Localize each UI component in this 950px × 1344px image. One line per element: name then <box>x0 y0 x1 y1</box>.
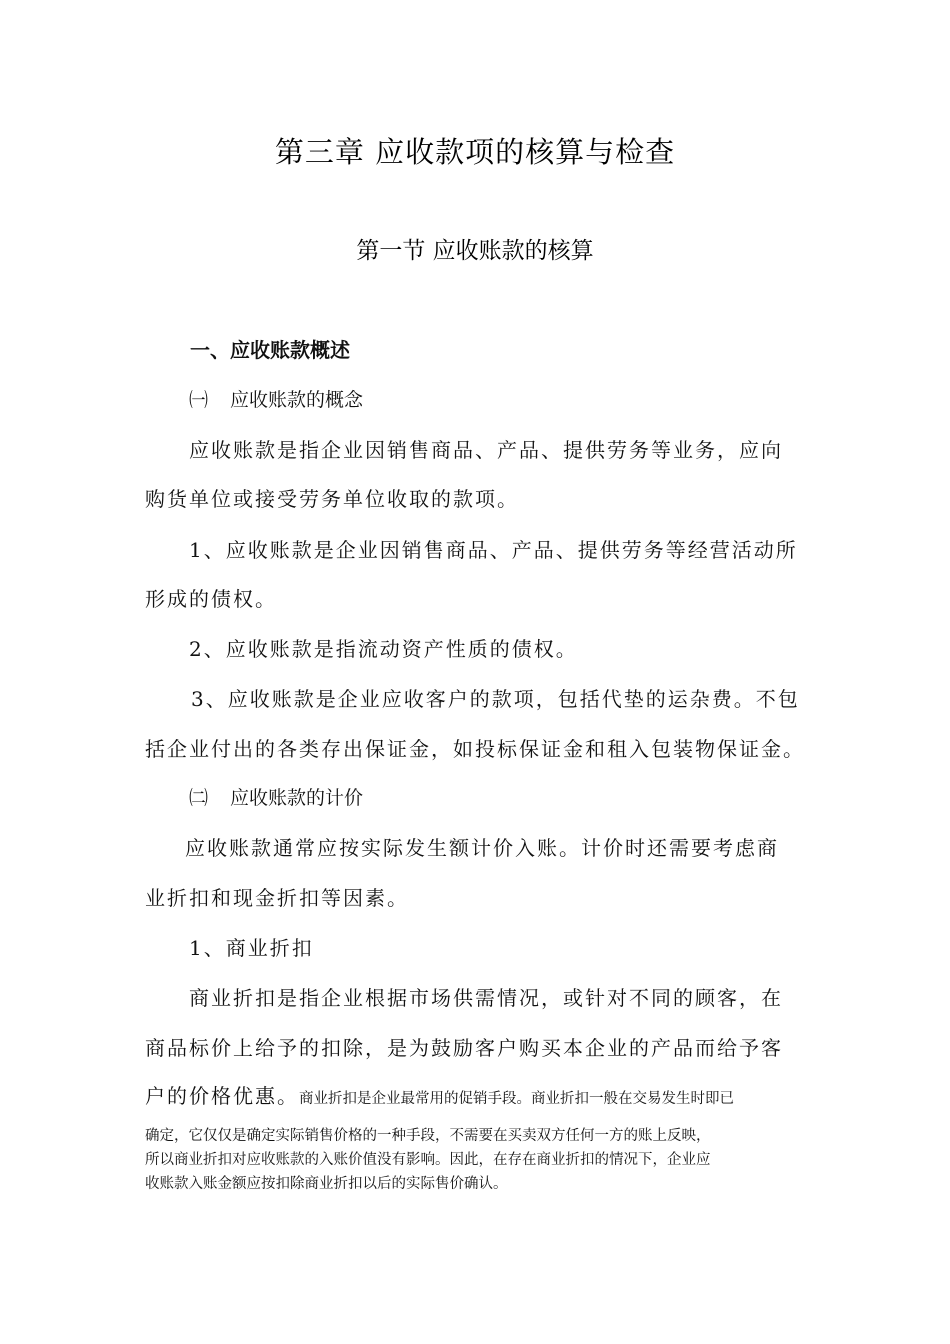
paragraph-text-large: 户的价格优惠。 <box>145 1084 299 1108</box>
paragraph-line-small: 确定，它仅仅是确定实际销售价格的一种手段，不需要在买卖双方任何一方的账上反映， <box>145 1128 711 1144</box>
section-title: 第一节 应收账款的核算 <box>356 238 594 264</box>
paragraph-line-small: 收账款入账金额应按扣除商业折扣以后的实际售价确认。 <box>145 1176 508 1192</box>
paragraph-line-small: 所以商业折扣对应收账款的入账价值没有影响。因此，在存在商业折扣的情况下，企业应 <box>145 1152 711 1168</box>
list-item-line: 3、应收账款是企业应收客户的款项，包括代垫的运杂费。不包 <box>191 687 800 711</box>
paragraph-line: 业折扣和现金折扣等因素。 <box>145 886 409 910</box>
paragraph-line: 商品标价上给予的扣除，是为鼓励客户购买本企业的产品而给予客 <box>145 1036 783 1060</box>
list-item-line: 括企业付出的各类存出保证金，如投标保证金和租入包装物保证金。 <box>145 737 805 761</box>
subheading-text: 应收账款的计价 <box>230 787 364 809</box>
paragraph-text-small: 商业折扣是企业最常用的促销手段。商业折扣一般在交易发生时即已 <box>299 1091 734 1107</box>
subheading-number: ㈠ <box>189 389 209 411</box>
paragraph-line: 商业折扣是指企业根据市场供需情况，或针对不同的顾客，在 <box>189 986 783 1010</box>
list-item-line: 2、应收账款是指流动资产性质的债权。 <box>189 637 578 661</box>
heading-overview: 一、应收账款概述 <box>190 338 350 362</box>
subheading-pricing <box>189 782 363 814</box>
list-item-line: 1、应收账款是企业因销售商品、产品、提供劳务等经营活动所 <box>189 538 798 562</box>
paragraph-line-mixed <box>145 1080 734 1115</box>
subheading-concept <box>189 384 363 416</box>
list-item-line: 形成的债权。 <box>145 587 277 611</box>
paragraph-line: 应收账款通常应按实际发生额计价入账。计价时还需要考虑商 <box>185 836 779 860</box>
subheading-text: 应收账款的概念 <box>230 389 364 411</box>
paragraph-line: 购货单位或接受劳务单位收取的款项。 <box>145 487 519 511</box>
chapter-title: 第三章 应收款项的核算与检查 <box>274 135 676 169</box>
list-item-title: 1、商业折扣 <box>189 936 314 960</box>
paragraph-line: 应收账款是指企业因销售商品、产品、提供劳务等业务，应向 <box>189 438 783 462</box>
subheading-number: ㈡ <box>189 787 209 809</box>
